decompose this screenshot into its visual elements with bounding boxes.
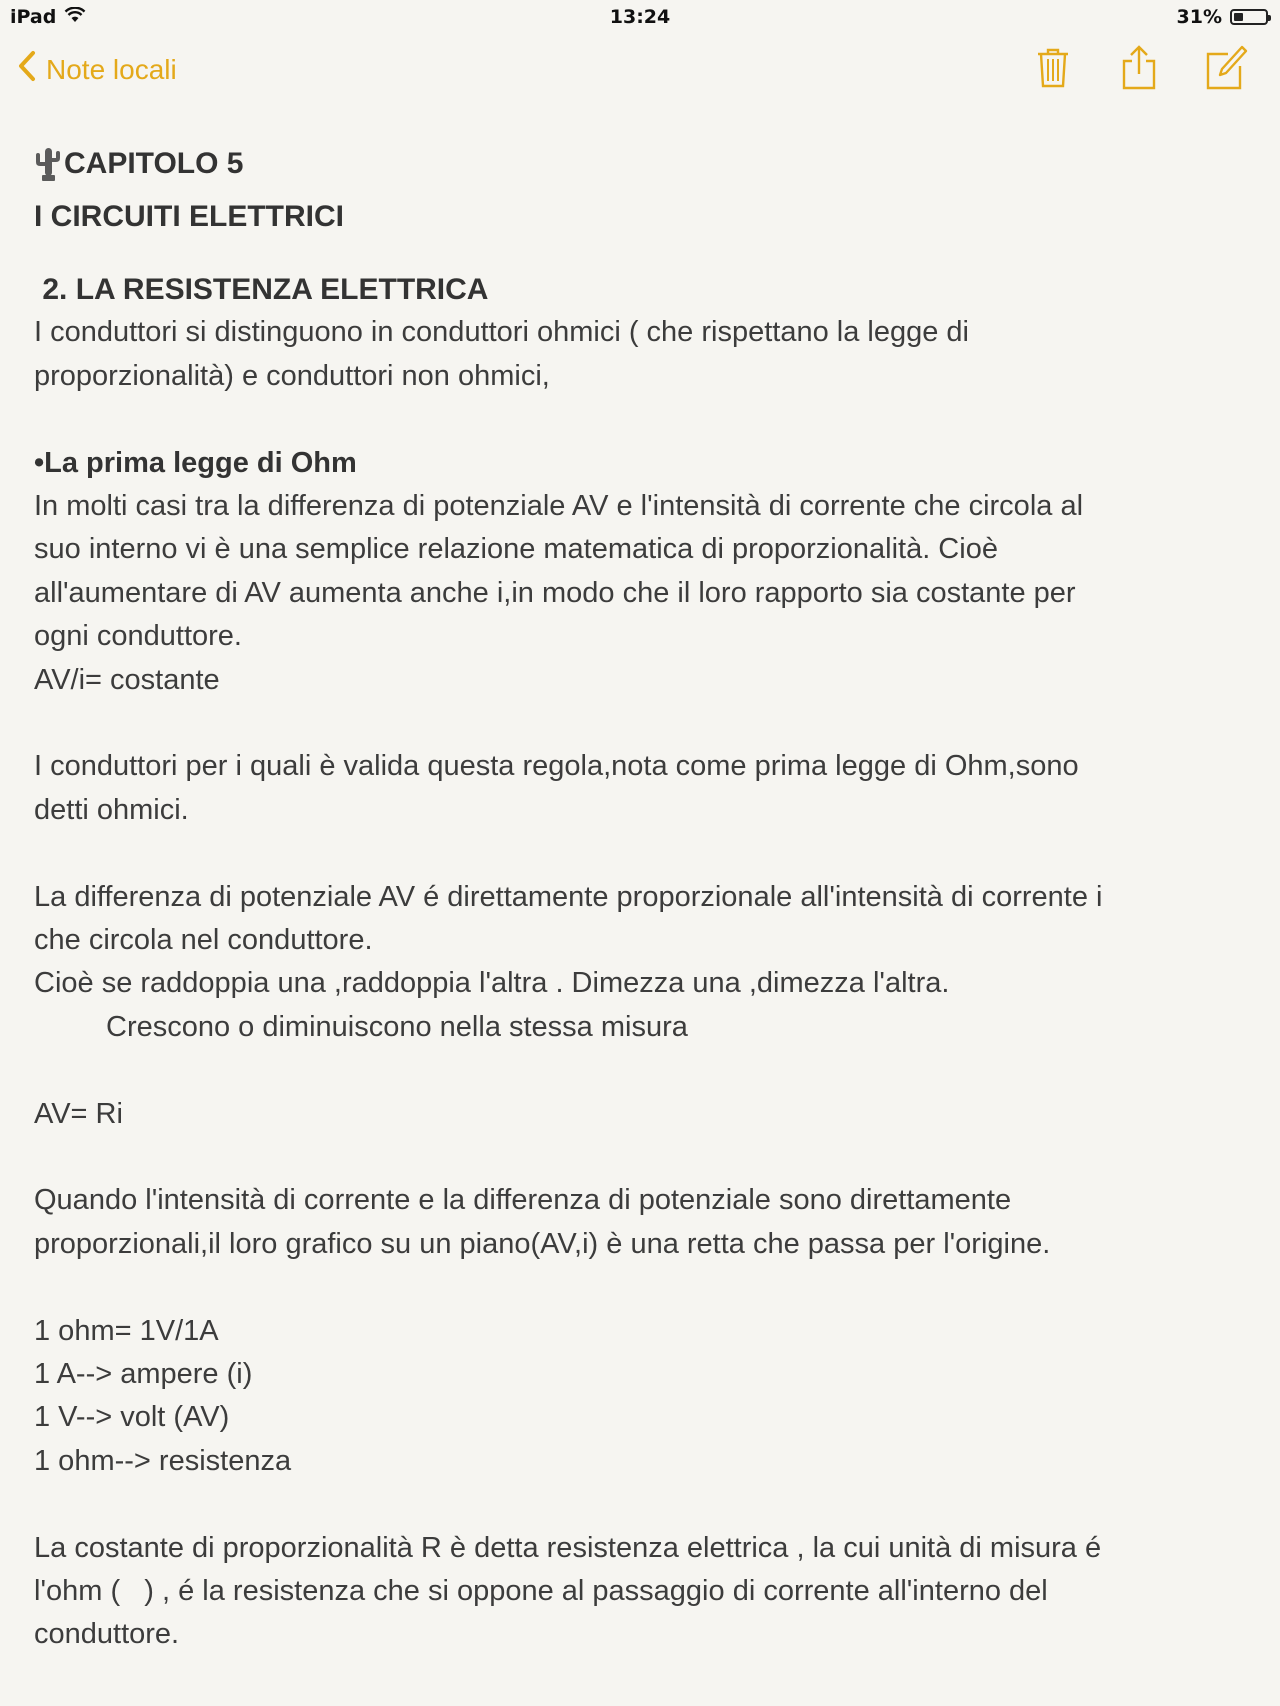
status-right bbox=[1177, 6, 1268, 28]
paragraph-line: Quando l'intensità di corrente e la differenza di potenziale sono direttamente bbox=[34, 1184, 1012, 1217]
share-button[interactable] bbox=[1116, 44, 1162, 90]
compose-icon bbox=[1202, 77, 1248, 94]
chevron-left-icon bbox=[18, 50, 36, 89]
sub-heading: •La prima legge di Ohm bbox=[34, 446, 357, 479]
paragraph-line: proporzionalità) e conduttori non ohmici, bbox=[34, 359, 550, 392]
blank-line bbox=[34, 832, 1234, 875]
blank-line bbox=[34, 1049, 1234, 1092]
paragraph-line-indented: Crescono o diminuiscono nella stessa misura bbox=[106, 1010, 688, 1043]
compose-button[interactable] bbox=[1202, 44, 1248, 90]
blank-line bbox=[34, 1483, 1234, 1526]
cactus-emoji-icon bbox=[34, 146, 62, 182]
note-title-chapter: CAPITOLO 5 bbox=[64, 147, 244, 181]
status-bar bbox=[0, 0, 1280, 36]
paragraph-line: Cioè se raddoppia una ,raddoppia l'altra . Dimezza una ,dimezza l'altra. bbox=[34, 967, 950, 1000]
blank-line bbox=[34, 246, 1234, 268]
clock: 13:24 bbox=[609, 6, 671, 28]
paragraph-line: che circola nel conduttore. bbox=[34, 924, 373, 957]
paragraph-line: l'ohm ( ) , é la resistenza che si oppone al passaggio di corrente all'interno del bbox=[34, 1575, 1048, 1608]
paragraph-line: all'aumentare di AV aumenta anche i,in modo che il loro rapporto sia costante per bbox=[34, 576, 1076, 609]
unit-line: 1 ohm--> resistenza bbox=[34, 1444, 292, 1477]
trash-icon bbox=[1030, 77, 1076, 94]
share-icon bbox=[1116, 77, 1162, 94]
paragraph-line: ogni conduttore. bbox=[34, 620, 242, 653]
paragraph-line: La costante di proporzionalità R è detta resistenza elettrica , la cui unità di misura é bbox=[34, 1531, 1102, 1564]
paragraph-line: La differenza di potenziale AV é direttamente proporzionale all'intensità di corrente i bbox=[34, 880, 1103, 913]
nav-bar bbox=[0, 36, 1280, 106]
formula-line: AV= Ri bbox=[34, 1097, 123, 1130]
unit-line: 1 ohm= 1V/1A bbox=[34, 1314, 219, 1347]
paragraph-line: I conduttori si distinguono in conduttori ohmici ( che rispettano la legge di bbox=[34, 316, 969, 349]
paragraph-line: proporzionali,il loro grafico su un piano(AV,i) è una retta che passa per l'origine. bbox=[34, 1227, 1051, 1260]
blank-line bbox=[34, 1266, 1234, 1309]
note-title-row bbox=[34, 140, 1234, 188]
paragraph-line: detti ohmici. bbox=[34, 793, 189, 826]
paragraph-line: suo interno vi è una semplice relazione matematica di proporzionalità. Cioè bbox=[34, 533, 998, 566]
paragraph-line: conduttore. bbox=[34, 1618, 180, 1651]
device-label: iPad bbox=[10, 6, 57, 28]
delete-button[interactable] bbox=[1030, 44, 1076, 90]
back-label: Note locali bbox=[46, 53, 177, 85]
formula-line: AV/i= costante bbox=[34, 663, 220, 696]
note-body[interactable] bbox=[34, 140, 1234, 1657]
paragraph-line: In molti casi tra la differenza di potenziale AV e l'intensità di corrente che circola al bbox=[34, 490, 1084, 523]
blank-line bbox=[34, 702, 1234, 745]
battery-percent: 31% bbox=[1176, 6, 1222, 28]
section-heading: 2. LA RESISTENZA ELETTRICA bbox=[34, 273, 489, 306]
unit-line: 1 A--> ampere (i) bbox=[34, 1358, 253, 1391]
unit-line: 1 V--> volt (AV) bbox=[34, 1401, 230, 1434]
note-title-topic: I CIRCUITI ELETTRICI bbox=[34, 200, 344, 233]
blank-line bbox=[34, 398, 1234, 441]
battery-level bbox=[1234, 13, 1243, 21]
back-button[interactable] bbox=[18, 50, 177, 89]
battery-icon bbox=[1230, 9, 1268, 25]
paragraph-line: I conduttori per i quali è valida questa regola,nota come prima legge di Ohm,sono bbox=[34, 750, 1079, 783]
blank-line bbox=[34, 1136, 1234, 1179]
